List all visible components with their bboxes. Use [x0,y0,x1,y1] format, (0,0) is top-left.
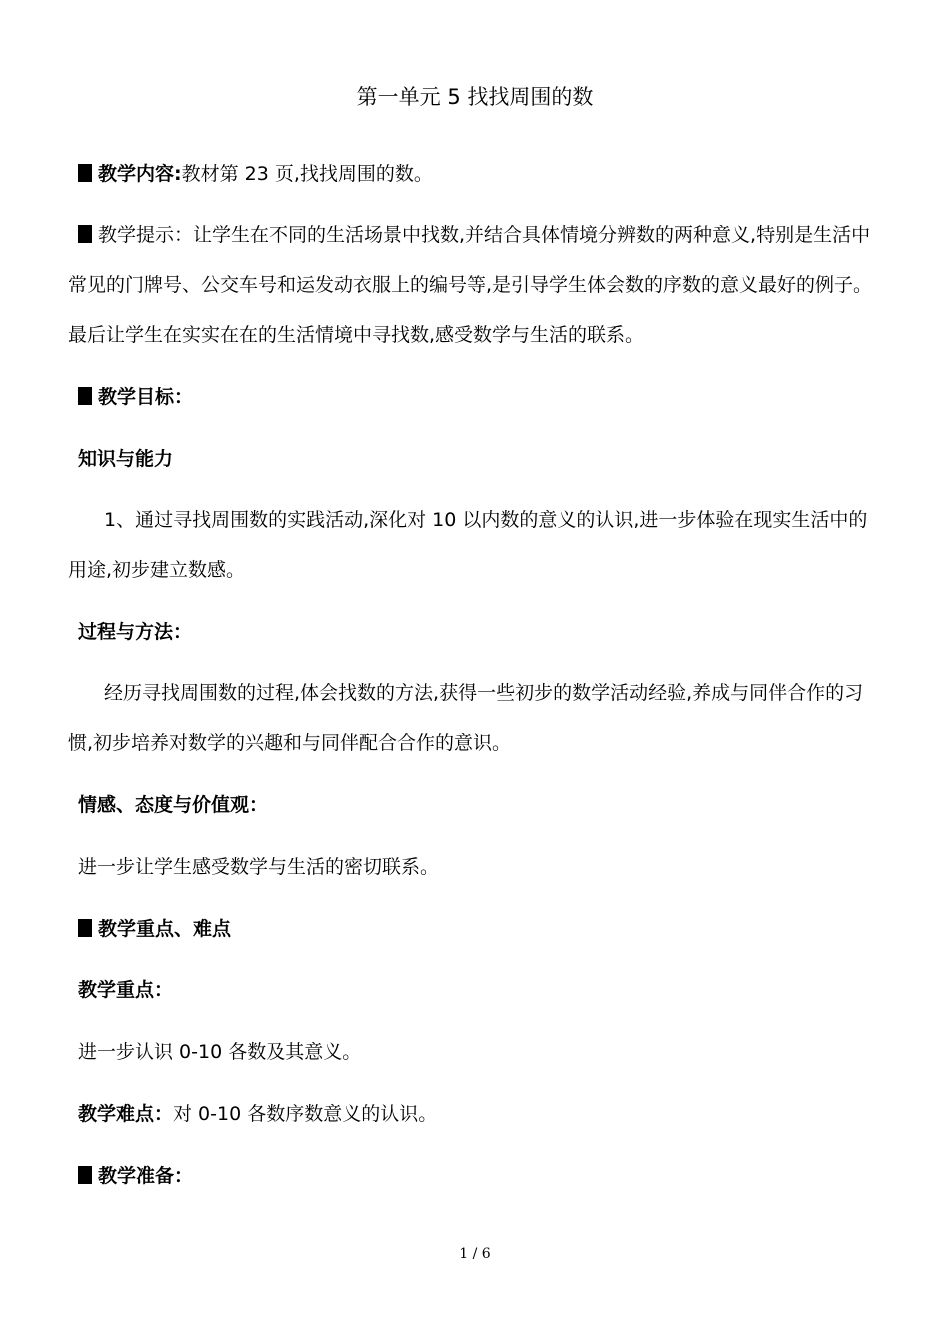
teaching-goals-heading [78,385,193,409]
page-number: 1 / 6 [459,1246,491,1262]
key-difficulty-heading-text: 教学重点、难点 [98,918,232,940]
difficulty-text: 对 0-10 各数序数意义的认识。 [173,1103,438,1125]
bullet-square-icon [78,387,92,405]
knowledge-line-2: 用途,初步建立数感。 [68,559,246,581]
key-point-text: 进一步认识 0-10 各数及其意义。 [78,1041,362,1063]
process-heading: 过程与方法： [78,621,193,643]
preparation-heading [78,1164,193,1188]
teaching-hint-line-1 [78,223,870,247]
knowledge-heading: 知识与能力 [78,448,174,470]
bullet-square-icon [78,225,92,243]
teaching-content [78,162,433,186]
teaching-goals-heading-text: 教学目标： [98,386,194,408]
teaching-content-label: 教学内容: [98,163,182,185]
difficulty-label: 教学难点： [78,1103,174,1125]
key-difficulty-heading [78,917,231,941]
preparation-heading-text: 教学准备： [98,1165,194,1187]
teaching-hint-line-2: 常见的门牌号、公交车号和运发动衣服上的编号等,是引导学生体会数的序数的意义最好的例子。 [68,274,873,296]
process-line-1: 经历寻找周围数的过程,体会找数的方法,获得一些初步的数学活动经验,养成与同伴合作的习 [104,682,864,704]
document-title: 第一单元 5 找找周围的数 [356,85,594,109]
bullet-square-icon [78,919,92,937]
bullet-square-icon [78,164,92,182]
teaching-hint-line-3: 最后让学生在实实在在的生活情境中寻找数,感受数学与生活的联系。 [68,324,645,346]
difficulty-line [78,1102,437,1126]
key-point-heading: 教学重点： [78,979,174,1001]
teaching-content-text: 教材第 23 页,找找周围的数。 [181,163,433,185]
teaching-hint-text: 教学提示：让学生在不同的生活场景中找数,并结合具体情境分辨数的两种意义,特别是生活中 [98,224,871,246]
emotion-heading: 情感、态度与价值观： [78,794,269,816]
process-line-2: 惯,初步培养对数学的兴趣和与同伴配合合作的意识。 [68,732,512,754]
emotion-text: 进一步让学生感受数学与生活的密切联系。 [78,856,440,878]
knowledge-line-1: 1、通过寻找周围数的实践活动,深化对 10 以内数的意义的认识,进一步体验在现实生活中的 [104,509,868,531]
bullet-square-icon [78,1166,92,1184]
